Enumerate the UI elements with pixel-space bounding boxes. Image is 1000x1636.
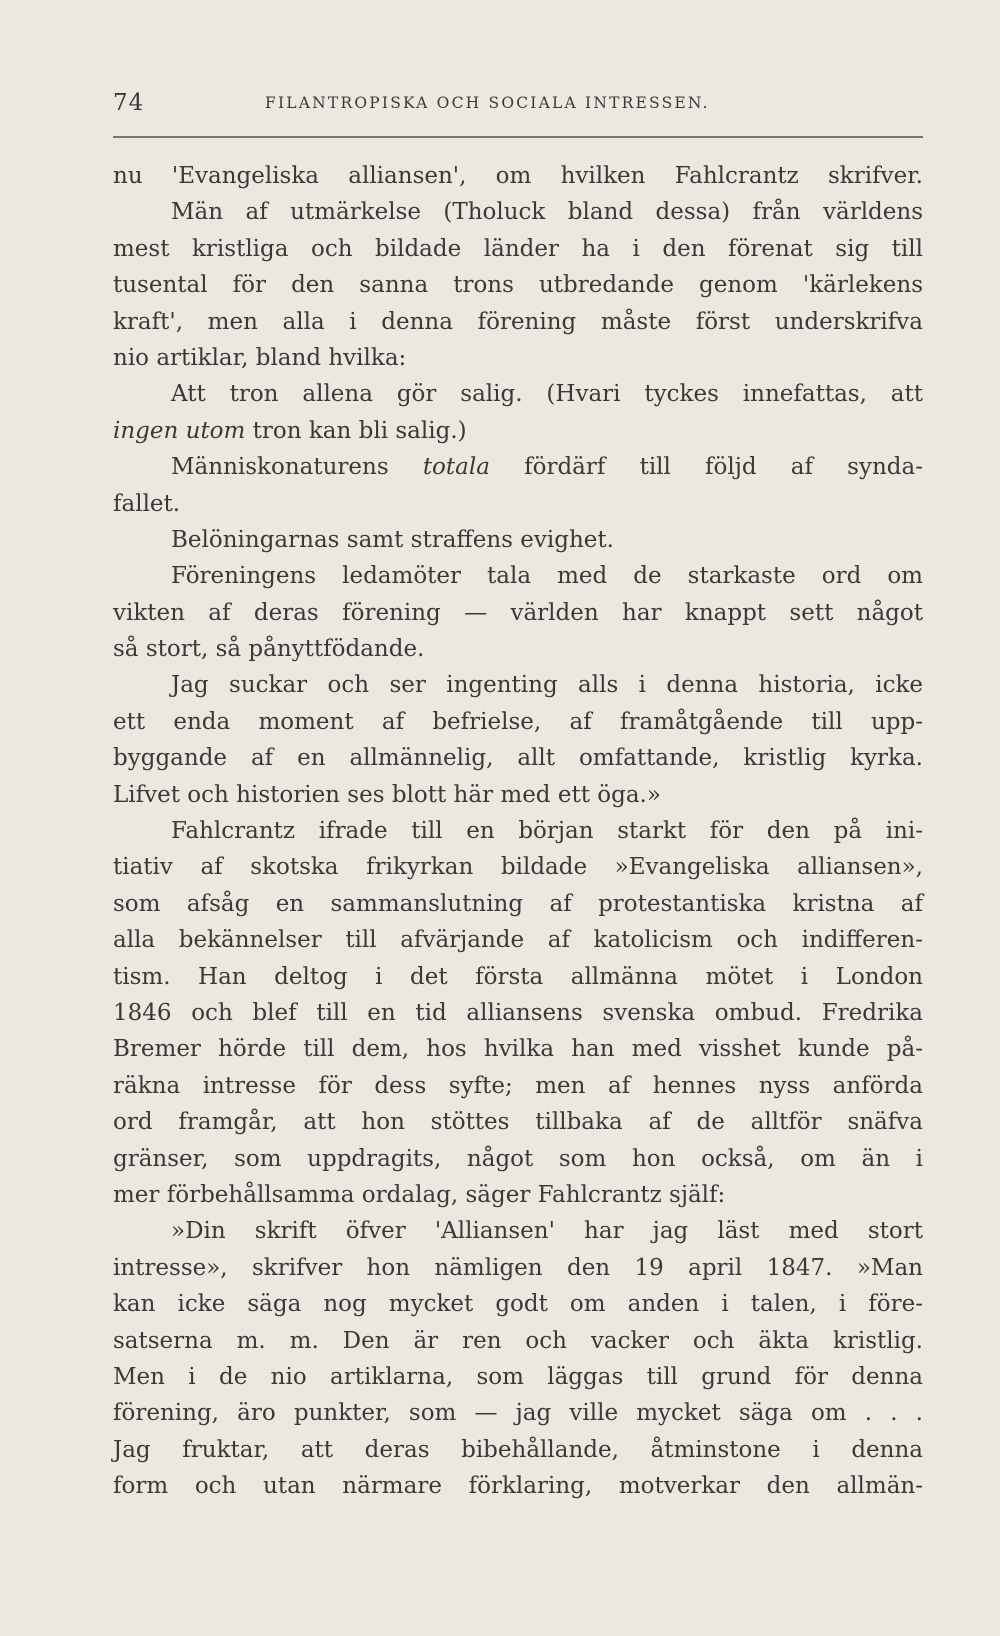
text-line: Fahlcrantz ifrade till en början starkt för den på ini- [171,818,923,845]
text-line: Belöningarnas samt straffens evighet. [171,526,614,553]
text-line: räkna intresse för dess syfte; men af hennes nyss anförda [113,1072,923,1099]
text-line: tusental för den sanna trons utbredande genom 'kärlekens [113,272,923,299]
body-text [113,158,923,1504]
text-line: kraft', men alla i denna förening måste först underskrifva [113,308,923,335]
text-run: Människonaturens [171,454,423,481]
text-line: nu 'Evangeliska alliansen', om hvilken Fahlcrantz skrifver. [113,163,923,189]
text-line: gränser, som uppdragits, något som hon också, om än i [113,1145,923,1172]
text-line: Men i de nio artiklarna, som läggas till grund för denna [113,1363,923,1390]
text-line [113,413,923,449]
header-rule [113,136,923,138]
text-line: Bremer hörde till dem, hos hvilka han med visshet kunde på- [113,1036,923,1063]
text-line: byggande af en allmännelig, allt omfattande, kristlig kyrka. [113,745,923,772]
text-line: form och utan närmare förklaring, motverkar den allmän- [113,1473,923,1500]
text-line [113,449,923,485]
text-line: Jag suckar och ser ingenting alls i denna historia, icke [171,672,923,699]
text-line: 1846 och blef till en tid alliansens svenska ombud. Fredrika [113,999,923,1026]
text-line: ord framgår, att hon stöttes tillbaka af de alltför snäfva [113,1109,923,1136]
text-line: fallet. [113,490,181,517]
italic-phrase: ingen utom [113,417,246,444]
text-line: Att tron allena gör salig. (Hvari tyckes innefattas, att [171,381,923,408]
text-line: som afsåg en sammanslutning af protestantiska kristna af [113,890,923,917]
text-line: vikten af deras förening — världen har knappt sett något [113,599,923,626]
text-line: tiativ af skotska frikyrkan bildade »Evangeliska alliansen», [113,854,923,881]
page-number: 74 [113,90,145,116]
italic-phrase: totala [422,454,490,481]
text-line: alla bekännelser till afvärjande af katolicism och indifferen- [113,927,923,954]
text-run: tron kan bli salig.) [245,417,467,444]
text-line: Föreningens ledamöter tala med de starkaste ord om [171,563,923,590]
text-line: kan icke säga nog mycket godt om anden i talen, i före- [113,1291,923,1318]
running-title: FILANTROPISKA OCH SOCIALA INTRESSEN. [265,94,710,112]
text-line: mer förbehållsamma ordalag, säger Fahlcrantz själf: [113,1181,726,1208]
text-line: Män af utmärkelse (Tholuck bland dessa) från världens [171,199,923,226]
text-line: så stort, så pånyttfödande. [113,636,425,663]
text-line: Lifvet och historien ses blott här med ett öga.» [113,781,661,808]
text-line: »Din skrift öfver 'Alliansen' har jag läst med stort [171,1218,923,1245]
text-line: intresse», skrifver hon nämligen den 19 april 1847. »Man [113,1254,923,1281]
text-line: mest kristliga och bildade länder ha i den förenat sig till [113,235,923,262]
text-run: fördärf till följd af synda- [489,454,923,481]
text-line: nio artiklar, bland hvilka: [113,344,407,371]
text-line: tism. Han deltog i det första allmänna mötet i London [113,963,923,990]
text-line: ett enda moment af befrielse, af framåtgående till upp- [113,708,923,735]
running-head [113,90,923,126]
text-line: Jag fruktar, att deras bibehållande, åtminstone i denna [113,1436,923,1463]
text-line: förening, äro punkter, som — jag ville mycket säga om . . . [113,1400,923,1427]
text-line: satserna m. m. Den är ren och vacker och äkta kristlig. [113,1327,923,1354]
